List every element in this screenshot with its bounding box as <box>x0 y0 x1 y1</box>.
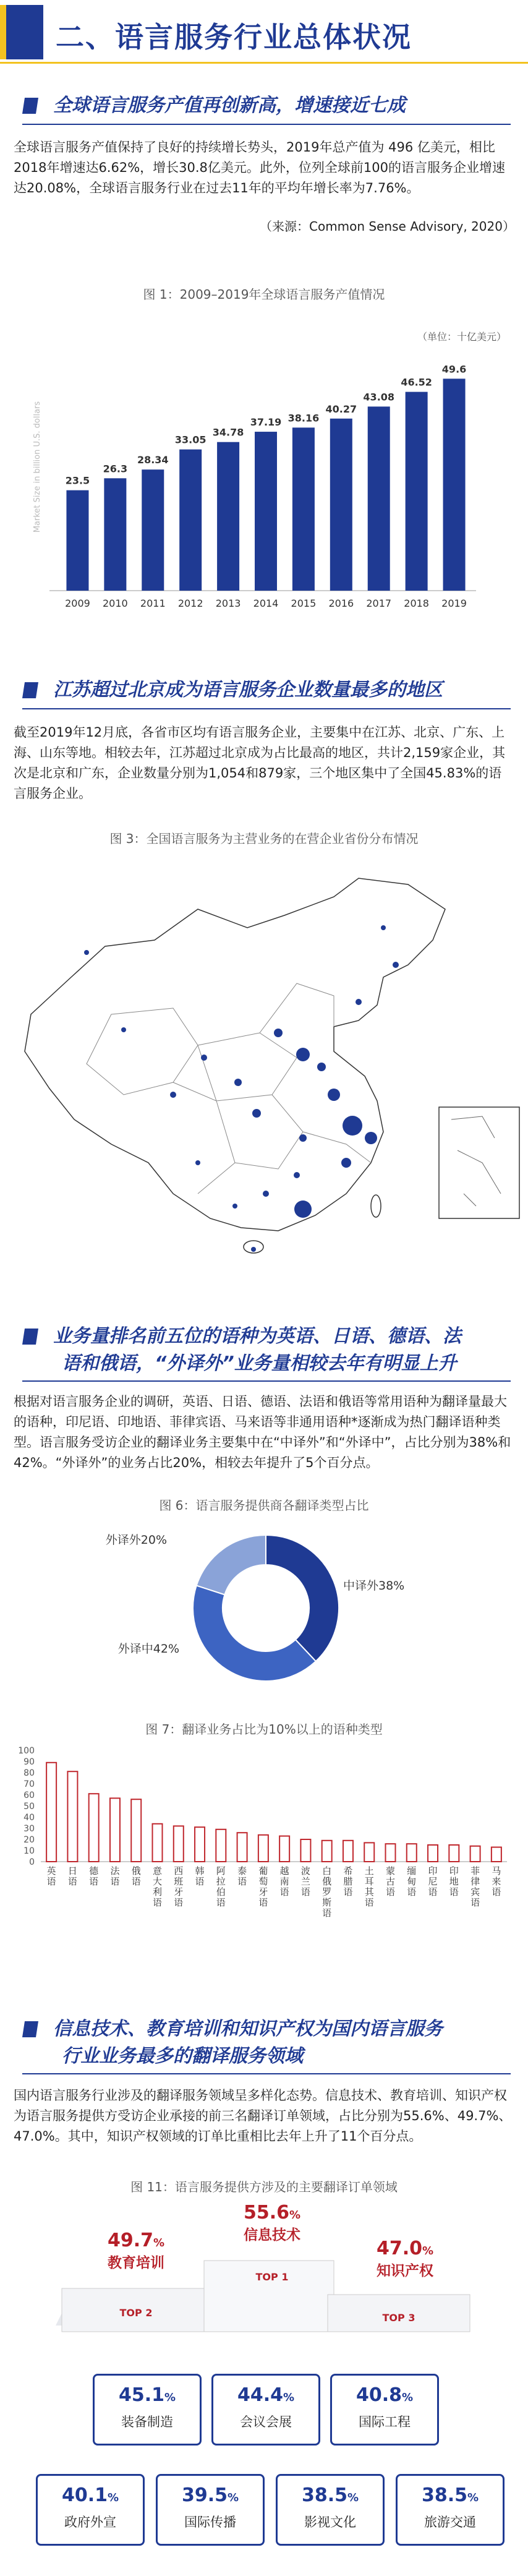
bar-2013 <box>217 442 239 591</box>
section-2-heading <box>22 677 511 714</box>
bar-value-label: 33.05 <box>174 434 207 446</box>
section-marker-icon <box>22 2021 38 2037</box>
bar-2010 <box>104 478 126 591</box>
bubble <box>263 1191 269 1197</box>
card-value: 40.1 <box>61 2484 108 2506</box>
bar-俄语 <box>131 1799 141 1862</box>
donut-slice-中译外 <box>266 1535 339 1661</box>
card-value: 40.8 <box>356 2384 402 2406</box>
card-conference <box>211 2374 320 2445</box>
x-tick-label: 西班牙语 <box>174 1865 184 1908</box>
podium <box>56 2202 476 2356</box>
bar-2009 <box>66 490 88 591</box>
bar-意大利语 <box>153 1824 163 1862</box>
bar-value-label: 46.52 <box>401 376 432 388</box>
bar-value-label: 49.6 <box>441 363 467 375</box>
bar-value-label: 26.3 <box>103 463 128 475</box>
card-label: 装备制造 <box>121 2415 173 2429</box>
card-pct: % <box>283 2391 295 2404</box>
section-4-title-line1: 信息技术、教育培训和知识产权为国内语言服务 <box>53 2018 443 2040</box>
bubble-shanghai <box>365 1132 377 1144</box>
bar-阿拉伯语 <box>216 1829 226 1862</box>
bubble <box>274 1029 283 1037</box>
section-1-underline <box>22 124 511 125</box>
bar-英语 <box>46 1763 56 1862</box>
bar-2017 <box>368 406 390 591</box>
podium-rank-3: TOP 3 <box>382 2312 415 2324</box>
donut-slice-外译外 <box>197 1535 266 1594</box>
bubble <box>252 1109 261 1118</box>
bar-西班牙语 <box>174 1826 184 1862</box>
bubble <box>121 1027 126 1032</box>
bar-日语 <box>67 1771 77 1862</box>
podium-top3-value: 47.0 <box>376 2238 422 2259</box>
x-tick-label: 菲律宾语 <box>471 1865 480 1908</box>
podium-top1-value: 55.6 <box>243 2202 289 2223</box>
bubble <box>393 962 399 968</box>
section-1-title: 全球语言服务产值再创新高，增速接近七成 <box>53 95 406 116</box>
x-tick-label: 2016 <box>328 597 354 609</box>
card-government <box>36 2474 145 2546</box>
bar-value-label: 38.16 <box>287 412 320 424</box>
header-divider <box>0 62 528 64</box>
card-pct: % <box>467 2491 479 2504</box>
card-label: 会议会展 <box>240 2415 292 2429</box>
x-tick-label: 越南语 <box>279 1865 289 1898</box>
card-label: 影视文化 <box>304 2515 356 2530</box>
bubble-beijing <box>296 1048 310 1061</box>
podium-top1-pct: % <box>289 2209 301 2222</box>
y-tick-label: 10 <box>23 1846 35 1856</box>
bubble <box>170 1092 176 1098</box>
bar-泰语 <box>237 1833 247 1862</box>
x-tick-label: 白俄罗斯语 <box>322 1865 332 1919</box>
x-tick-label: 2012 <box>177 597 203 609</box>
bar-2016 <box>330 419 352 591</box>
card-label: 政府外宣 <box>64 2515 116 2530</box>
donut-slice-外译中 <box>193 1586 316 1681</box>
podium-top2-label <box>93 2230 179 2272</box>
card-label: 国际工程 <box>359 2415 411 2429</box>
section-3-heading <box>22 1324 511 1385</box>
bar-2018 <box>406 392 428 591</box>
card-pct: % <box>107 2491 119 2504</box>
card-value: 38.5 <box>301 2484 347 2506</box>
bubble-guangdong <box>294 1200 312 1218</box>
x-tick-label: 泰语 <box>237 1865 247 1887</box>
bar-波兰语 <box>300 1839 310 1862</box>
bubble <box>341 1158 351 1168</box>
bubble <box>201 1055 207 1061</box>
x-tick-label: 日语 <box>67 1865 77 1887</box>
bubble <box>251 1247 256 1252</box>
bar-2014 <box>255 432 277 591</box>
donut-label: 中译外38% <box>343 1579 405 1593</box>
bar-葡萄牙语 <box>258 1835 268 1862</box>
bubble <box>381 925 386 930</box>
podium-top3-label <box>365 2238 445 2280</box>
x-tick-label: 2010 <box>103 597 128 609</box>
card-value: 38.5 <box>421 2484 467 2506</box>
section-2-underline <box>22 708 511 709</box>
bar-value-label: 23.5 <box>65 474 90 487</box>
y-tick-label: 30 <box>23 1824 35 1834</box>
bar-2019 <box>443 379 466 591</box>
bubble <box>195 1160 200 1165</box>
bar-马来语 <box>492 1847 501 1862</box>
x-tick-label: 印地语 <box>449 1865 459 1898</box>
x-tick-label: 英语 <box>46 1865 56 1887</box>
fig1-caption: 图 1：2009–2019年全球语言服务产值情况 <box>143 287 385 302</box>
fig11-caption: 图 11：语言服务提供方涉及的主要翻译订单领域 <box>130 2180 398 2194</box>
fig7-caption: 图 7：翻译业务占比为10%以上的语种类型 <box>145 1722 383 1737</box>
x-tick-label: 2011 <box>140 597 166 609</box>
podium-top3-pct: % <box>422 2244 434 2257</box>
bar-德语 <box>89 1794 99 1862</box>
section-4-title-line2: 行业业务最多的翻译服务领域 <box>62 2045 303 2067</box>
y-axis-label: Market Size in billion U.S. dollars <box>33 401 42 533</box>
card-pct: % <box>401 2391 414 2404</box>
y-tick-label: 0 <box>29 1857 35 1867</box>
donut-label: 外译中42% <box>117 1642 179 1656</box>
bubble-shandong <box>328 1089 340 1101</box>
fig3-caption: 图 3：全国语言服务为主营业务的在营企业省份分布情况 <box>109 831 419 846</box>
x-tick-label: 德语 <box>89 1865 99 1887</box>
section-2-body: 截至2019年12月底，各省市区均有语言服务企业，主要集中在江苏、北京、广东、上海、山东等地。相较去年，江苏超过北京成为占比最高的地区，共计2,159家企业，其次是北京和广东，企业数量分别为1,054和879家，三个地区集中了全国45.83%的语言服务企业。 <box>14 725 506 801</box>
bar-value-label: 34.78 <box>212 426 244 439</box>
bar-2015 <box>292 427 315 591</box>
bar-土耳其语 <box>364 1842 374 1862</box>
x-tick-label: 土耳其语 <box>364 1865 374 1908</box>
bar-印地语 <box>449 1845 459 1862</box>
x-tick-label: 俄语 <box>131 1865 141 1887</box>
bubble <box>232 1204 237 1209</box>
y-tick-label: 40 <box>23 1813 35 1823</box>
card-equipment <box>93 2374 202 2445</box>
card-pct: % <box>347 2491 359 2504</box>
section-1-body: 全球语言服务产值保持了良好的持续增长势头，2019年总产值为 496 亿美元，相比2018年增速达6.62%，增长30.8亿美元。此外，位列全球前100的语言服务企业增速达20.08%，全球语言服务行业在过去11年的平均年增长率为7.76%。 <box>14 140 505 195</box>
section-4-heading <box>22 2016 511 2078</box>
x-tick-label: 马来语 <box>492 1865 501 1898</box>
x-tick-label: 2017 <box>366 597 392 609</box>
section-marker-icon <box>22 1329 38 1345</box>
card-label: 旅游交通 <box>424 2515 476 2530</box>
bubble-jiangsu <box>343 1116 362 1136</box>
podium-top1-name: 信息技术 <box>244 2227 300 2243</box>
x-tick-label: 2015 <box>291 597 317 609</box>
x-tick-label: 意大利语 <box>152 1865 163 1908</box>
card-value: 45.1 <box>118 2384 164 2406</box>
bar-蒙古语 <box>386 1844 396 1862</box>
bubble <box>234 1079 242 1086</box>
section-1-source: （来源：Common Sense Advisory, 2020） <box>260 219 515 234</box>
x-tick-label: 2013 <box>215 597 241 609</box>
section-4-underline <box>22 2073 511 2074</box>
chart-global-market-size <box>31 343 482 628</box>
bubble <box>84 950 89 955</box>
y-tick-label: 20 <box>23 1835 35 1845</box>
x-tick-label: 2018 <box>404 597 429 609</box>
section-marker-icon <box>22 682 38 698</box>
bar-2011 <box>142 469 164 591</box>
podium-top2-pct: % <box>153 2236 165 2249</box>
chart-translation-type-share <box>93 1521 439 1701</box>
bar-value-label: 28.34 <box>137 454 169 466</box>
section-marker-icon <box>22 98 38 114</box>
section-2-title: 江苏超过北京成为语言服务企业数量最多的地区 <box>53 679 443 701</box>
podium-top2-value: 49.7 <box>107 2230 153 2251</box>
x-tick-label: 2009 <box>65 597 90 609</box>
podium-rank-1: TOP 1 <box>255 2271 289 2283</box>
x-tick-label: 2019 <box>441 597 467 609</box>
x-tick-label: 葡萄牙语 <box>258 1865 268 1908</box>
donut-label: 外译外20% <box>105 1533 167 1547</box>
x-tick-label: 印尼语 <box>428 1865 438 1898</box>
bar-白俄罗斯语 <box>322 1841 332 1862</box>
y-tick-label: 100 <box>18 1746 35 1756</box>
card-label: 国际传播 <box>184 2515 236 2530</box>
x-tick-label: 缅甸语 <box>407 1865 417 1898</box>
bar-缅甸语 <box>407 1844 417 1862</box>
podium-top2-name: 教育培训 <box>108 2255 164 2271</box>
x-tick-label: 阿拉伯语 <box>216 1865 226 1908</box>
podium-rank-2: TOP 2 <box>119 2307 153 2319</box>
china-outline <box>25 878 445 1231</box>
x-tick-label: 希腊语 <box>343 1865 353 1898</box>
card-value: 44.4 <box>237 2384 283 2406</box>
card-engineering <box>330 2374 439 2445</box>
bar-菲律宾语 <box>471 1846 480 1862</box>
podium-top3-name: 知识产权 <box>377 2263 433 2279</box>
bar-越南语 <box>279 1836 289 1862</box>
x-tick-label: 法语 <box>110 1865 120 1887</box>
x-tick-label: 2014 <box>253 597 279 609</box>
china-distribution-map <box>12 872 526 1268</box>
y-tick-label: 50 <box>23 1802 35 1812</box>
section-3-body: 根据对语言服务企业的调研，英语、日语、德语、法语和俄语等常用语种为翻译量最大的语种，印尼语、印地语、菲律宾语、马来语等非通用语种*逐渐成为热门翻译语种类型。语言服务受访企业的翻译业务主要集中在“中译外”和“外译中”，占比分别为38%和42%。“外译外”的业务占比20%，相较去年提升了5个百分点。 <box>14 1394 511 1470</box>
section-4-body: 国内语言服务行业涉及的翻译服务领域呈多样化态势。信息技术、教育培训、知识产权为语言服务提供方受访企业承接的前三名翻译订单领域，占比分别为55.6%、49.7%、47.0%。其中，知识产权领域的订单比重相比去年上升了11个百分点。 <box>14 2088 512 2144</box>
chart-language-share <box>12 1744 519 1967</box>
fig6-caption: 图 6：语言服务提供商各翻译类型占比 <box>159 1498 369 1513</box>
fig1-unit: （单位：十亿美元） <box>417 331 507 343</box>
taiwan-island <box>371 1195 381 1217</box>
card-value: 39.5 <box>181 2484 228 2506</box>
bubble <box>299 1134 307 1142</box>
bar-印尼语 <box>428 1845 438 1862</box>
y-tick-label: 60 <box>23 1791 35 1800</box>
bar-希腊语 <box>343 1841 353 1862</box>
card-pct: % <box>164 2391 176 2404</box>
bar-韩语 <box>195 1827 205 1862</box>
bar-value-label: 43.08 <box>363 391 395 403</box>
page-title: 二、语言服务行业总体状况 <box>56 20 412 54</box>
page-header <box>0 0 528 68</box>
y-tick-label: 90 <box>23 1757 35 1767</box>
x-tick-label: 韩语 <box>195 1865 205 1887</box>
south-sea-inset <box>439 1107 519 1218</box>
section-1-heading <box>22 93 511 130</box>
section-3-title-line2: 语和俄语，“外译外”业务量相较去年有明显上升 <box>62 1353 457 1374</box>
header-blue-block <box>0 5 43 59</box>
y-tick-label: 80 <box>23 1768 35 1778</box>
card-communication <box>156 2474 265 2546</box>
card-film <box>276 2474 385 2546</box>
section-3-title-line1: 业务量排名前五位的语种为英语、日语、德语、法 <box>53 1325 461 1347</box>
bubble <box>356 999 362 1005</box>
bar-value-label: 40.27 <box>325 403 357 415</box>
bubble <box>294 1172 300 1178</box>
y-tick-label: 70 <box>23 1779 35 1789</box>
bar-法语 <box>110 1798 120 1862</box>
card-tourism <box>396 2474 505 2546</box>
bar-value-label: 37.19 <box>250 416 282 429</box>
podium-top1-label <box>241 2202 303 2244</box>
bubble <box>317 1063 326 1071</box>
x-tick-label: 蒙古语 <box>385 1865 396 1898</box>
card-pct: % <box>227 2491 239 2504</box>
section-3-underline <box>22 1380 511 1382</box>
header-yellow-stripe <box>0 5 6 59</box>
x-tick-label: 波兰语 <box>300 1865 310 1898</box>
bar-2012 <box>179 450 202 591</box>
